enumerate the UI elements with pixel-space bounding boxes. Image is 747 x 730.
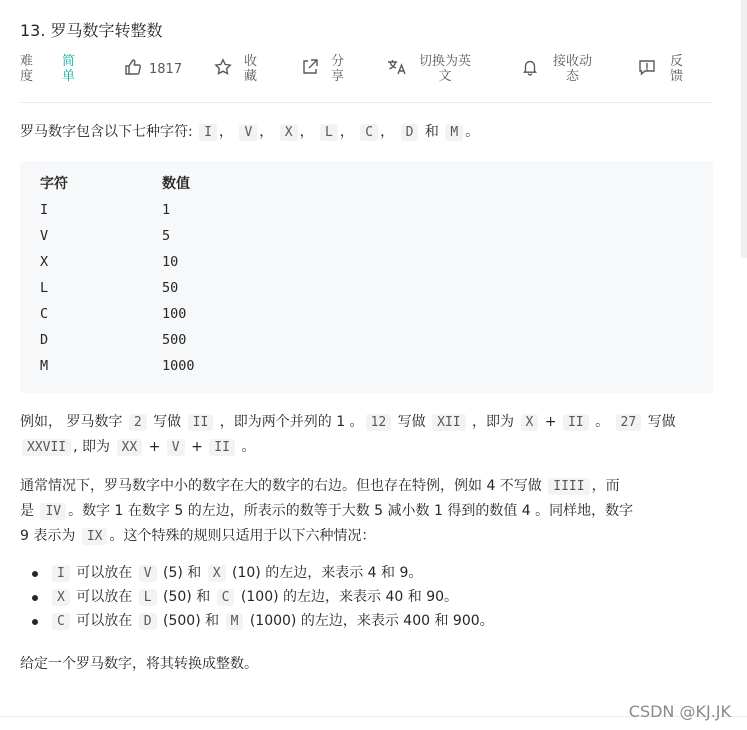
list-item (50, 585, 494, 609)
inline-code: II (563, 414, 589, 431)
symbol-code: V (239, 124, 257, 141)
text: 9 表示为 (20, 528, 80, 544)
table-row (40, 353, 195, 379)
inline-code: 2 (129, 414, 147, 431)
cell-value: 1 (162, 202, 171, 218)
text: 写做 (148, 414, 186, 430)
difficulty-label (20, 52, 33, 86)
intro-paragraph (20, 120, 479, 145)
switch-language-line2: 文 (438, 69, 452, 84)
text: , 即为 (73, 439, 115, 455)
share-label-line2: 享 (331, 69, 345, 84)
inline-code: L (139, 589, 157, 606)
text: (50) 和 (158, 589, 215, 605)
cell-value: 5 (162, 228, 171, 244)
text: 通常情况下，罗马数字中小的数字在大的数字的右边。但也存在特例，例如 4 不写做 (20, 478, 547, 494)
inline-code: X (208, 565, 226, 582)
inline-code: XX (117, 439, 143, 456)
difficulty-label-line1: 难 (20, 54, 34, 69)
bell-icon (521, 58, 539, 80)
example-line-1 (20, 410, 713, 435)
problem-title: 13. 罗马数字转整数 (20, 21, 163, 40)
switch-language-button[interactable] (387, 52, 471, 86)
inline-code: V (167, 439, 185, 456)
table-row (40, 275, 178, 301)
example-paragraph (20, 410, 713, 460)
text: 写做 (393, 414, 431, 430)
text: + (540, 414, 561, 430)
text: (5) 和 (158, 565, 206, 581)
text: 。数字 1 在数字 5 的左边，所表示的数等于大数 5 减小数 1 得到的数值 4 。同样地，数字 (68, 503, 634, 519)
watermark-text: CSDN @KJ.JK (628, 702, 731, 721)
symbol-code: M (445, 124, 463, 141)
scrollbar[interactable] (741, 0, 747, 258)
inline-code: IX (82, 528, 108, 545)
text: 例如， 罗马数字 (20, 414, 127, 430)
cell-symbol: V (40, 228, 49, 244)
text: (500) 和 (158, 613, 224, 629)
favorite-label-line1: 收 (244, 54, 258, 69)
feedback-label-line2: 馈 (670, 69, 684, 84)
cell-value: 500 (162, 332, 187, 348)
symbol-code: C (360, 124, 378, 141)
text: (100) 的左边，来表示 40 和 90。 (236, 589, 459, 605)
symbol-code: L (320, 124, 338, 141)
share-button[interactable] (301, 52, 344, 86)
cell-symbol: X (40, 254, 49, 270)
difficulty-value-line1: 简 (62, 54, 76, 69)
text: + (144, 439, 165, 455)
difficulty-value-line2: 单 (62, 69, 76, 84)
share-icon (301, 58, 319, 80)
difficulty-badge (62, 52, 75, 86)
share-label-line1: 分 (331, 54, 345, 69)
header-value: 数值 (162, 176, 190, 192)
inline-code: IV (40, 503, 66, 520)
cell-symbol: D (40, 332, 49, 348)
text: 是 (20, 503, 39, 519)
text: 可以放在 (71, 613, 137, 629)
feedback-icon (638, 58, 656, 80)
favorite-button[interactable] (214, 52, 257, 86)
task-statement: 给定一个罗马数字，将其转换成整数。 (20, 656, 258, 672)
text: 。 (590, 414, 614, 430)
cell-symbol: C (40, 306, 49, 322)
table-row (40, 327, 186, 353)
text: ，即为 (467, 414, 519, 430)
special-cases-list (20, 561, 494, 633)
symbol-value-table (20, 161, 713, 393)
rule-line-2 (20, 499, 713, 524)
symbol-code: X (280, 124, 298, 141)
cell-value: 50 (162, 280, 179, 296)
cell-value: 10 (162, 254, 179, 270)
text: + (186, 439, 208, 455)
text: 。这个特殊的规则只适用于以下六种情况： (109, 528, 376, 544)
table-row (40, 223, 170, 249)
header-symbol: 字符 (40, 176, 68, 192)
feedback-button[interactable] (638, 52, 683, 86)
like-count: 1817 (149, 61, 183, 77)
inline-code: C (52, 613, 70, 630)
and-text: 和 (424, 124, 439, 140)
symbol-code: I (199, 124, 217, 141)
rule-line-1 (20, 474, 713, 499)
feedback-label-line1: 反 (670, 54, 684, 69)
inline-code: D (139, 613, 157, 630)
inline-code: C (217, 589, 235, 606)
notify-label-line2: 态 (566, 69, 580, 84)
inline-code: I (52, 565, 70, 582)
switch-language-line1: 切换为英 (419, 54, 472, 69)
problem-toolbar (20, 52, 713, 86)
favorite-label-line2: 藏 (244, 69, 258, 84)
inline-code: 27 (616, 414, 642, 431)
list-item (50, 561, 494, 585)
inline-code: X (521, 414, 539, 431)
inline-code: 12 (366, 414, 392, 431)
period: 。 (465, 124, 480, 140)
text: 可以放在 (71, 589, 137, 605)
divider (20, 102, 713, 103)
inline-code: X (52, 589, 70, 606)
cell-value: 1000 (162, 358, 195, 374)
cell-symbol: I (40, 202, 49, 218)
inline-code: II (209, 439, 235, 456)
separator: ， (380, 124, 395, 140)
symbol-code: D (401, 124, 419, 141)
text: 写做 (643, 414, 676, 430)
like-button[interactable] (124, 52, 182, 86)
inline-code: II (188, 414, 214, 431)
separator: ， (339, 124, 354, 140)
cell-value: 100 (162, 306, 187, 322)
text: 可以放在 (71, 565, 137, 581)
translate-icon (387, 58, 407, 80)
intro-text: 罗马数字包含以下七种字符: (20, 124, 193, 140)
text: (10) 的左边，来表示 4 和 9。 (227, 565, 423, 581)
text: ，而 (591, 478, 620, 494)
separator: ， (299, 124, 314, 140)
table-header (40, 171, 190, 197)
inline-code: XII (432, 414, 465, 431)
difficulty-label-line2: 度 (20, 69, 34, 84)
text: (1000) 的左边，来表示 400 和 900。 (245, 613, 494, 629)
text: ，即为两个并列的 1 。 (215, 414, 364, 430)
inline-code: V (139, 565, 157, 582)
separator: ， (259, 124, 274, 140)
rule-paragraph (20, 474, 713, 549)
example-line-2 (20, 435, 713, 460)
text: 。 (236, 439, 256, 455)
list-item (50, 609, 494, 633)
star-icon (214, 58, 232, 80)
notify-label-line1: 接收动 (553, 54, 593, 69)
thumbs-up-icon (124, 58, 142, 80)
table-row (40, 301, 186, 327)
subscribe-button[interactable] (521, 52, 592, 86)
table-row (40, 249, 178, 275)
inline-code: M (226, 613, 244, 630)
separator: ， (219, 124, 233, 140)
inline-code: XXVII (22, 439, 71, 456)
inline-code: IIII (548, 478, 589, 495)
rule-line-3 (20, 524, 713, 549)
cell-symbol: M (40, 358, 49, 374)
cell-symbol: L (40, 280, 49, 296)
table-row (40, 197, 170, 223)
